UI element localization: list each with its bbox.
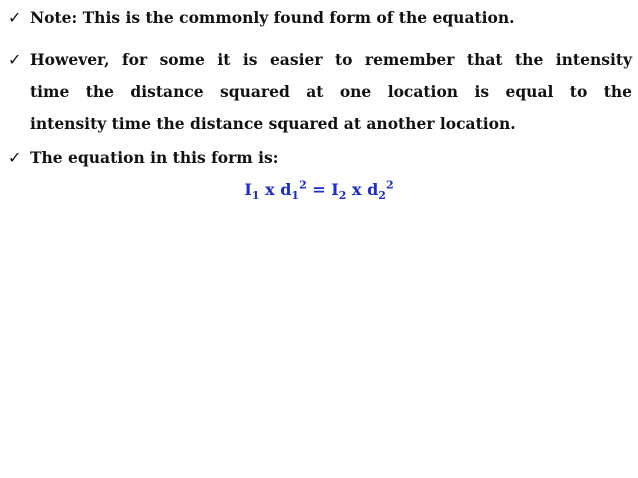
equation-d2: d — [367, 180, 379, 199]
check-mark-icon: ✓ — [8, 8, 22, 27]
bullet-text — [30, 8, 632, 40]
bullet-text — [30, 44, 632, 140]
equation-d2-subscript: 2 — [378, 189, 386, 203]
equation-d2-exponent: 2 — [385, 178, 394, 192]
bullet-line: The equation in this form is: — [30, 148, 279, 167]
bullet-line: However, for some it is easier to remember that the intensity — [30, 50, 632, 69]
check-mark-icon: ✓ — [8, 50, 22, 69]
bullet-text — [30, 148, 632, 180]
equation-i1: I — [244, 180, 252, 199]
equation-d1-exponent: 2 — [299, 178, 307, 192]
equation-equals: = — [306, 180, 332, 199]
inverse-square-equation — [0, 178, 638, 203]
equation-d1: d — [280, 180, 292, 199]
check-mark-icon: ✓ — [8, 148, 22, 167]
equation-times-2: x — [346, 180, 368, 199]
bullet-line: time the distance squared at one location is equal to the — [30, 82, 632, 101]
equation-i2-subscript: 2 — [338, 189, 347, 203]
equation-i1-subscript: 1 — [251, 189, 260, 203]
bullet-line: intensity time the distance squared at another location. — [30, 114, 516, 133]
bullet-line: Note: This is the commonly found form of the equation. — [30, 8, 515, 27]
equation-i2: I — [331, 180, 339, 199]
equation-times-1: x — [259, 180, 281, 199]
equation-d1-subscript: 1 — [291, 189, 300, 203]
